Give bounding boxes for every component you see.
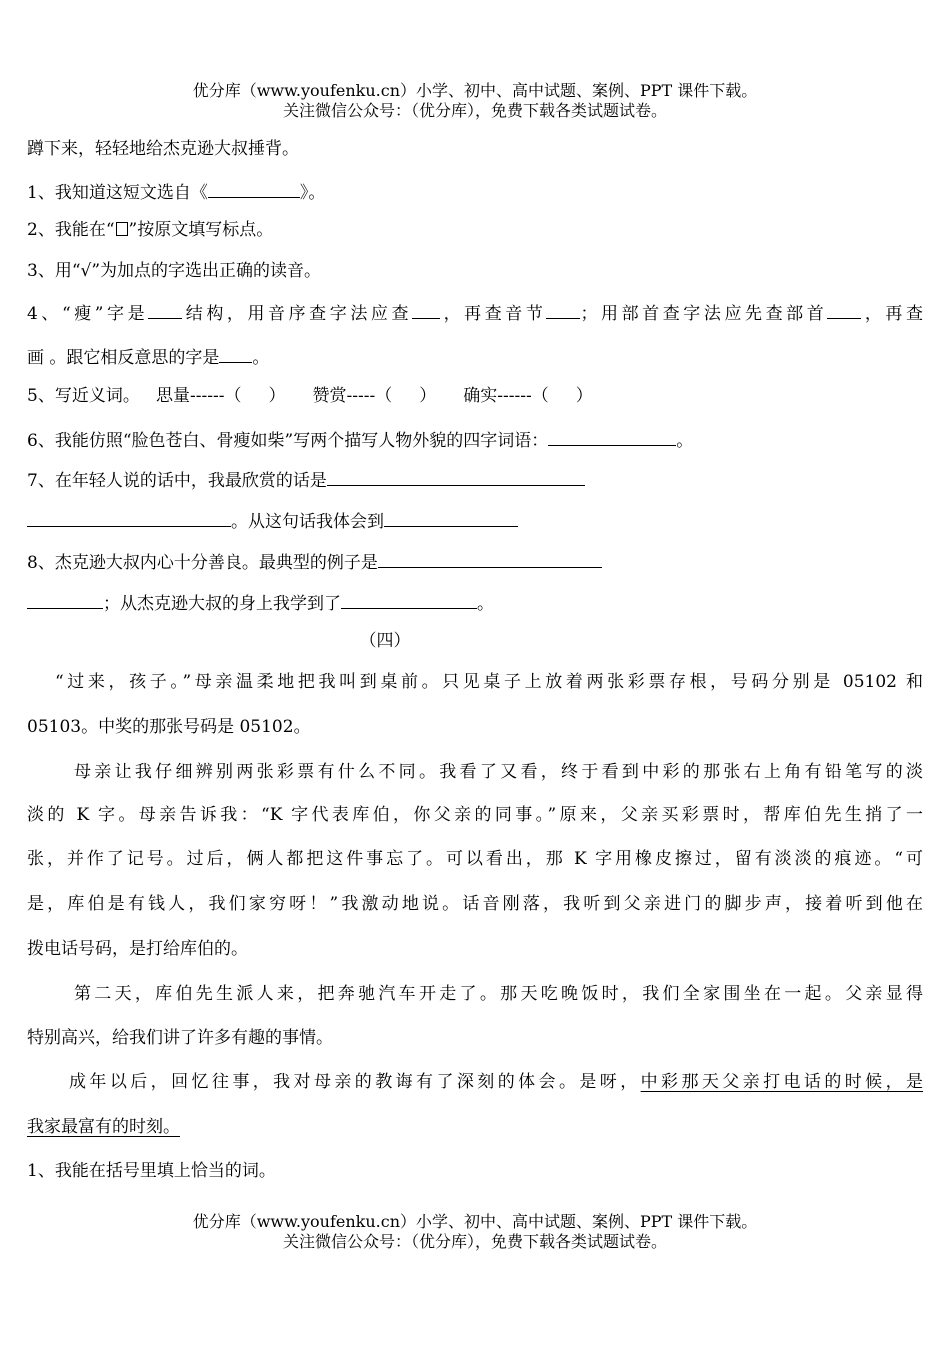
- passage-line: 特别高兴，给我们讲了许多有趣的事情。: [27, 1028, 333, 1048]
- underlined-sentence: 我家最富有的时刻。: [27, 1117, 180, 1137]
- question-4-line-1: 4、“瘦”字是 结构，用音序查字法应查 ，再查音节 ；用部首查字法应先查部首 ，再查: [27, 300, 923, 325]
- answer-blank[interactable]: [384, 508, 518, 527]
- answer-blank[interactable]: [208, 179, 300, 198]
- answer-blank[interactable]: [27, 590, 103, 609]
- passage-line: 母亲让我仔细辨别两张彩票有什么不同。我看了又看，终于看到中彩的那张右上角有铅笔写的淡: [74, 762, 923, 782]
- answer-blank[interactable]: [827, 300, 861, 319]
- passage-line: 05103。中奖的那张号码是 05102。: [27, 717, 311, 737]
- question-5: 5、写近义词。 思量------（ ） 赞赏-----（ ） 确实------（ ）: [27, 386, 593, 406]
- question-7-line-1: 7、在年轻人说的话中，我最欣赏的话是: [27, 467, 923, 492]
- question-2: 2、我能在“ ”按原文填写标点。: [27, 220, 274, 240]
- section-heading: （四）: [359, 631, 411, 651]
- passage-line: 淡的 K 字。母亲告诉我：“K 字代表库伯，你父亲的同事。”原来，父亲买彩票时，帮库伯先生捎了一: [27, 805, 923, 825]
- question-1: 1、我知道这短文选自《 》。: [27, 179, 923, 204]
- passage-line: 第二天，库伯先生派人来，把奔驰汽车开走了。那天吃晚饭时，我们全家围坐在一起。父亲显得: [74, 984, 923, 1004]
- question-3: 3、用“√”为加点的字选出正确的读音。: [27, 261, 322, 281]
- square-box-icon: [116, 222, 128, 236]
- passage-line: 成年以后，回忆往事，我对母亲的教诲有了深刻的体会。是呀，中彩那天父亲打电话的时候，是: [69, 1072, 923, 1092]
- passage-line: 张，并作了记号。过后，俩人都把这件事忘了。可以看出，那 K 字用橡皮擦过，留有淡淡的痕迹。“可: [27, 849, 923, 869]
- answer-blank[interactable]: [341, 590, 477, 609]
- answer-blank[interactable]: [412, 300, 440, 319]
- header-line-1: 优分库（www.youfenku.cn）小学、初中、高中试题、案例、PPT 课件下载。: [192, 81, 758, 100]
- question-4-line-2: 画 。跟它相反意思的字是 。: [27, 344, 923, 369]
- footer-line-2: 关注微信公众号：（优分库），免费下载各类试题试卷。: [282, 1232, 667, 1251]
- part3-lead: 蹲下来，轻轻地给杰克逊大叔捶背。: [27, 139, 299, 159]
- footer-line-1: 优分库（www.youfenku.cn）小学、初中、高中试题、案例、PPT 课件下载。: [192, 1212, 758, 1231]
- answer-blank[interactable]: [548, 427, 676, 446]
- passage-line: 是，库伯是有钱人，我们家穷呀！”我激动地说。话音刚落，我听到父亲进门的脚步声，接着听到他在: [27, 894, 923, 914]
- passage-line: [27, 1116, 923, 1138]
- question-6: 6、我能仿照“脸色苍白、骨瘦如柴”写两个描写人物外貌的四字词语： 。: [27, 427, 923, 452]
- part4-question-1: 1、我能在括号里填上恰当的词。: [27, 1161, 276, 1181]
- question-8-line-2: ；从杰克逊大叔的身上我学到了 。: [27, 590, 923, 615]
- underlined-sentence: 中彩那天父亲打电话的时候，是: [640, 1072, 923, 1092]
- passage-line: “过来，孩子。”母亲温柔地把我叫到桌前。只见桌子上放着两张彩票存根，号码分别是 05102 和: [55, 672, 923, 692]
- answer-blank[interactable]: [327, 467, 585, 486]
- answer-blank[interactable]: [219, 344, 252, 363]
- answer-blank[interactable]: [378, 549, 602, 568]
- question-8-line-1: 8、杰克逊大叔内心十分善良。最典型的例子是: [27, 549, 923, 574]
- header-line-2: 关注微信公众号：（优分库），免费下载各类试题试卷。: [282, 101, 667, 120]
- passage-line: 拨电话号码，是打给库伯的。: [27, 939, 248, 959]
- answer-blank[interactable]: [546, 300, 580, 319]
- answer-blank[interactable]: [27, 508, 231, 527]
- question-7-line-2: 。从这句话我体会到: [27, 508, 923, 533]
- answer-blank[interactable]: [148, 300, 182, 319]
